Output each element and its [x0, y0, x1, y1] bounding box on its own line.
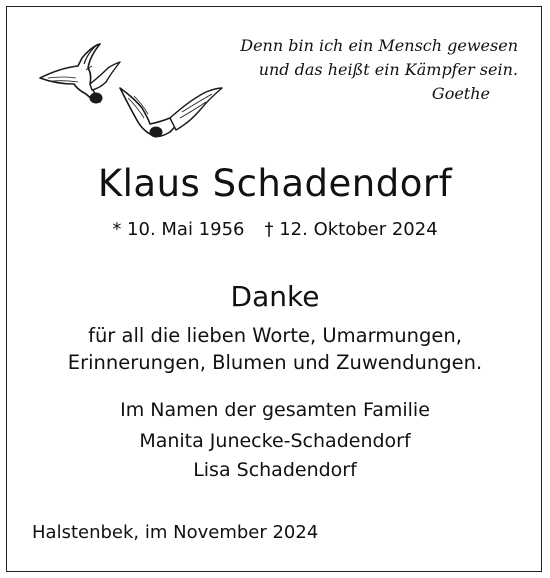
birth-date: * 10. Mai 1956: [112, 219, 245, 240]
family-intro: Im Namen der gesamten Familie: [120, 399, 430, 421]
death-date: † 12. Oktober 2024: [264, 219, 438, 240]
thanks-line: für all die lieben Worte, Umarmungen,: [88, 324, 462, 347]
life-dates: [0, 219, 550, 240]
family-block: [0, 396, 550, 485]
quote-author: Goethe: [431, 84, 490, 103]
thanks-line: Erinnerungen, Blumen und Zuwendungen.: [67, 351, 483, 374]
family-member: Lisa Schadendorf: [193, 459, 357, 481]
place-date: Halstenbek, im November 2024: [32, 522, 319, 543]
quote-line: Denn bin ich ein Mensch gewesen: [240, 36, 518, 55]
deceased-name: Klaus Schadendorf: [97, 162, 453, 205]
quote-block: [188, 34, 518, 106]
thanks-heading: Danke: [230, 280, 320, 313]
family-member: Manita Junecke-Schadendorf: [139, 430, 411, 452]
quote-line: und das heißt ein Kämpfer sein.: [258, 60, 518, 79]
thanks-text: [0, 322, 550, 376]
